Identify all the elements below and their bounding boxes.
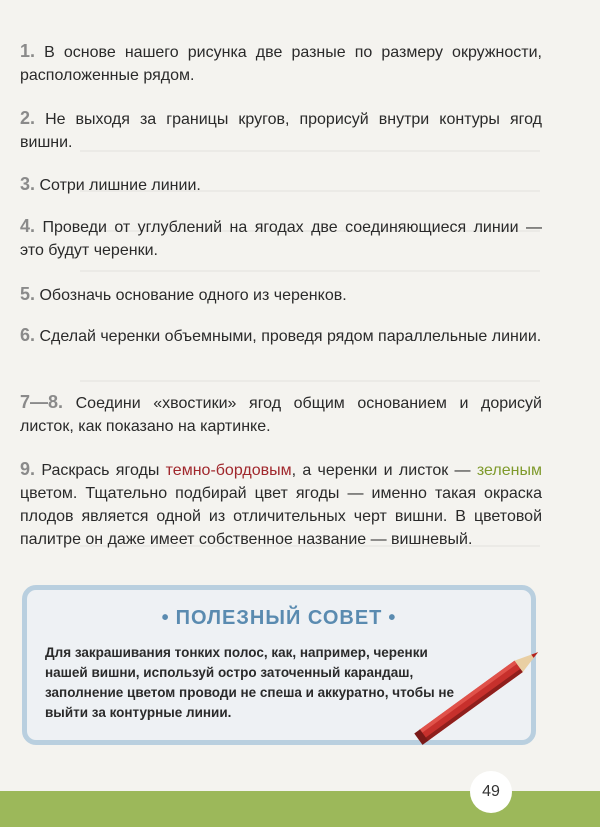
step-number: 4. (20, 216, 36, 236)
step-number: 5. (20, 284, 36, 304)
color-term-dark-burgundy: темно-бордовым (165, 462, 292, 479)
pencil-shadow (425, 669, 523, 742)
step-text: Не выходя за границы кругов, прорисуй внутри контуры ягод вишни. (20, 111, 542, 151)
pencil-icon (404, 640, 564, 760)
step-text: , а черенки и листок — (291, 462, 471, 479)
step-text: Сделай черенки объемными, проведя рядом параллельные линии. (39, 328, 542, 345)
step-2 (20, 107, 542, 154)
step-6 (20, 324, 542, 348)
step-number: 3. (20, 174, 36, 194)
step-number: 7—8. (20, 392, 64, 412)
step-text: Соедини «хвостики» ягод общим основанием и дорисуй листок, как показано на картинке. (20, 395, 542, 435)
tip-title (27, 607, 531, 630)
pencil-highlight (419, 661, 517, 734)
tip-text: Для закрашивания тонких полос, как, например, черенки нашей вишни, используй остро заточенный карандаш, заполнение цветом проводи не спеша и аккуратно, чтобы не выйти за контурные линии. (45, 645, 455, 720)
page-number: 49 (470, 771, 512, 813)
bullet-icon: • (388, 607, 397, 629)
step-text: цветом. Тщательно подбирай цвет ягоды — именно такая окраска плодов является одной из отличительных черт вишни. В цветовой палитре он даже имеет собственное название — вишневый. (20, 485, 542, 548)
step-number: 2. (20, 108, 36, 128)
step-text: В основе нашего рисунка две разные по размеру окружности, расположенные рядом. (20, 44, 542, 84)
step-1 (20, 40, 542, 87)
step-text: Проведи от углублений на ягодах две соединяющиеся линии — это будут черенки. (20, 219, 542, 259)
step-text: Сотри лишние линии. (39, 177, 201, 194)
step-number: 6. (20, 325, 36, 345)
step-7-8 (20, 391, 542, 438)
pencil-body (419, 661, 523, 742)
color-term-green: зеленым (476, 462, 542, 479)
step-9 (20, 458, 542, 551)
tip-title-text: ПОЛЕЗНЫЙ СОВЕТ (175, 607, 383, 629)
step-number: 9. (20, 459, 36, 479)
step-number: 1. (20, 41, 36, 61)
step-4 (20, 215, 542, 262)
step-3 (20, 173, 542, 197)
step-5 (20, 283, 542, 307)
bullet-icon: • (161, 607, 170, 629)
step-text: Обозначь основание одного из черенков. (39, 287, 347, 304)
step-text: Раскрась ягоды (41, 462, 160, 479)
